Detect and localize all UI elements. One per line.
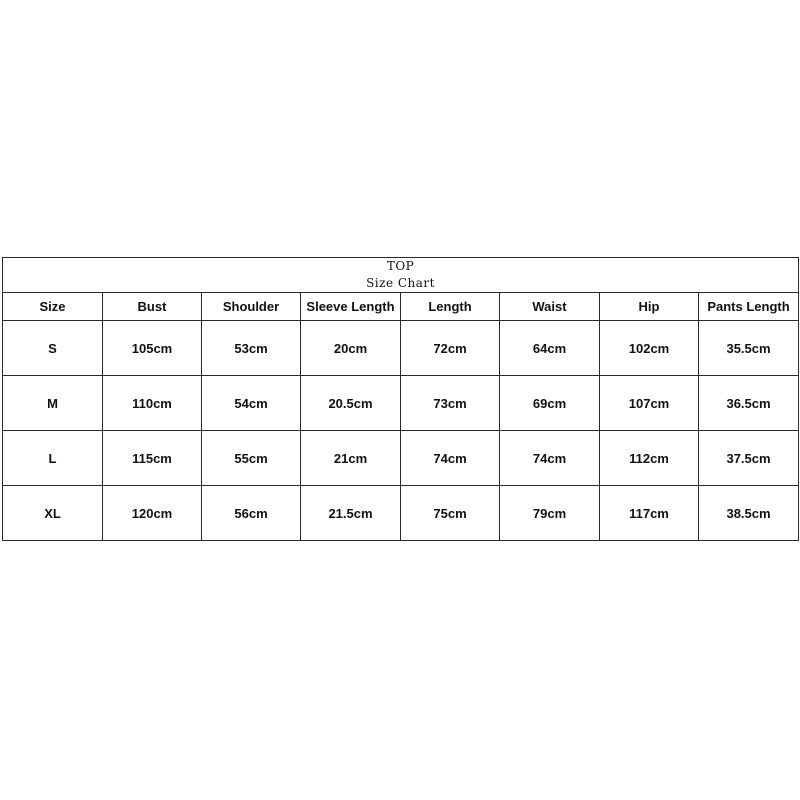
cell-pants-length: 37.5cm	[699, 431, 799, 486]
cell-shoulder: 55cm	[202, 431, 301, 486]
cell-length: 73cm	[401, 376, 500, 431]
size-chart-table	[2, 257, 799, 541]
header-sleeve-length: Sleeve Length	[301, 293, 401, 321]
header-size: Size	[3, 293, 103, 321]
cell-size: M	[3, 376, 103, 431]
header-hip: Hip	[600, 293, 699, 321]
cell-bust: 105cm	[103, 321, 202, 376]
title-row	[3, 258, 799, 293]
cell-shoulder: 53cm	[202, 321, 301, 376]
size-chart	[2, 257, 798, 541]
chart-title-top: TOP	[386, 259, 415, 273]
cell-hip: 112cm	[600, 431, 699, 486]
cell-bust: 120cm	[103, 486, 202, 541]
cell-length: 72cm	[401, 321, 500, 376]
cell-shoulder: 54cm	[202, 376, 301, 431]
cell-size: XL	[3, 486, 103, 541]
cell-bust: 115cm	[103, 431, 202, 486]
cell-waist: 79cm	[500, 486, 600, 541]
table-row-l	[3, 431, 799, 486]
cell-hip: 117cm	[600, 486, 699, 541]
cell-sleeve-length: 21cm	[301, 431, 401, 486]
header-shoulder: Shoulder	[202, 293, 301, 321]
cell-length: 75cm	[401, 486, 500, 541]
chart-title-size-chart: Size Chart	[366, 276, 435, 290]
cell-pants-length: 36.5cm	[699, 376, 799, 431]
table-row-xl	[3, 486, 799, 541]
cell-hip: 107cm	[600, 376, 699, 431]
cell-waist: 64cm	[500, 321, 600, 376]
table-row-m	[3, 376, 799, 431]
header-waist: Waist	[500, 293, 600, 321]
cell-pants-length: 38.5cm	[699, 486, 799, 541]
cell-hip: 102cm	[600, 321, 699, 376]
cell-sleeve-length: 20cm	[301, 321, 401, 376]
cell-length: 74cm	[401, 431, 500, 486]
cell-waist: 74cm	[500, 431, 600, 486]
cell-bust: 110cm	[103, 376, 202, 431]
header-row	[3, 293, 799, 321]
cell-pants-length: 35.5cm	[699, 321, 799, 376]
header-pants-length: Pants Length	[699, 293, 799, 321]
header-bust: Bust	[103, 293, 202, 321]
cell-sleeve-length: 21.5cm	[301, 486, 401, 541]
header-length: Length	[401, 293, 500, 321]
title-cell	[3, 258, 799, 293]
cell-waist: 69cm	[500, 376, 600, 431]
cell-size: L	[3, 431, 103, 486]
cell-sleeve-length: 20.5cm	[301, 376, 401, 431]
cell-shoulder: 56cm	[202, 486, 301, 541]
table-row-s	[3, 321, 799, 376]
cell-size: S	[3, 321, 103, 376]
